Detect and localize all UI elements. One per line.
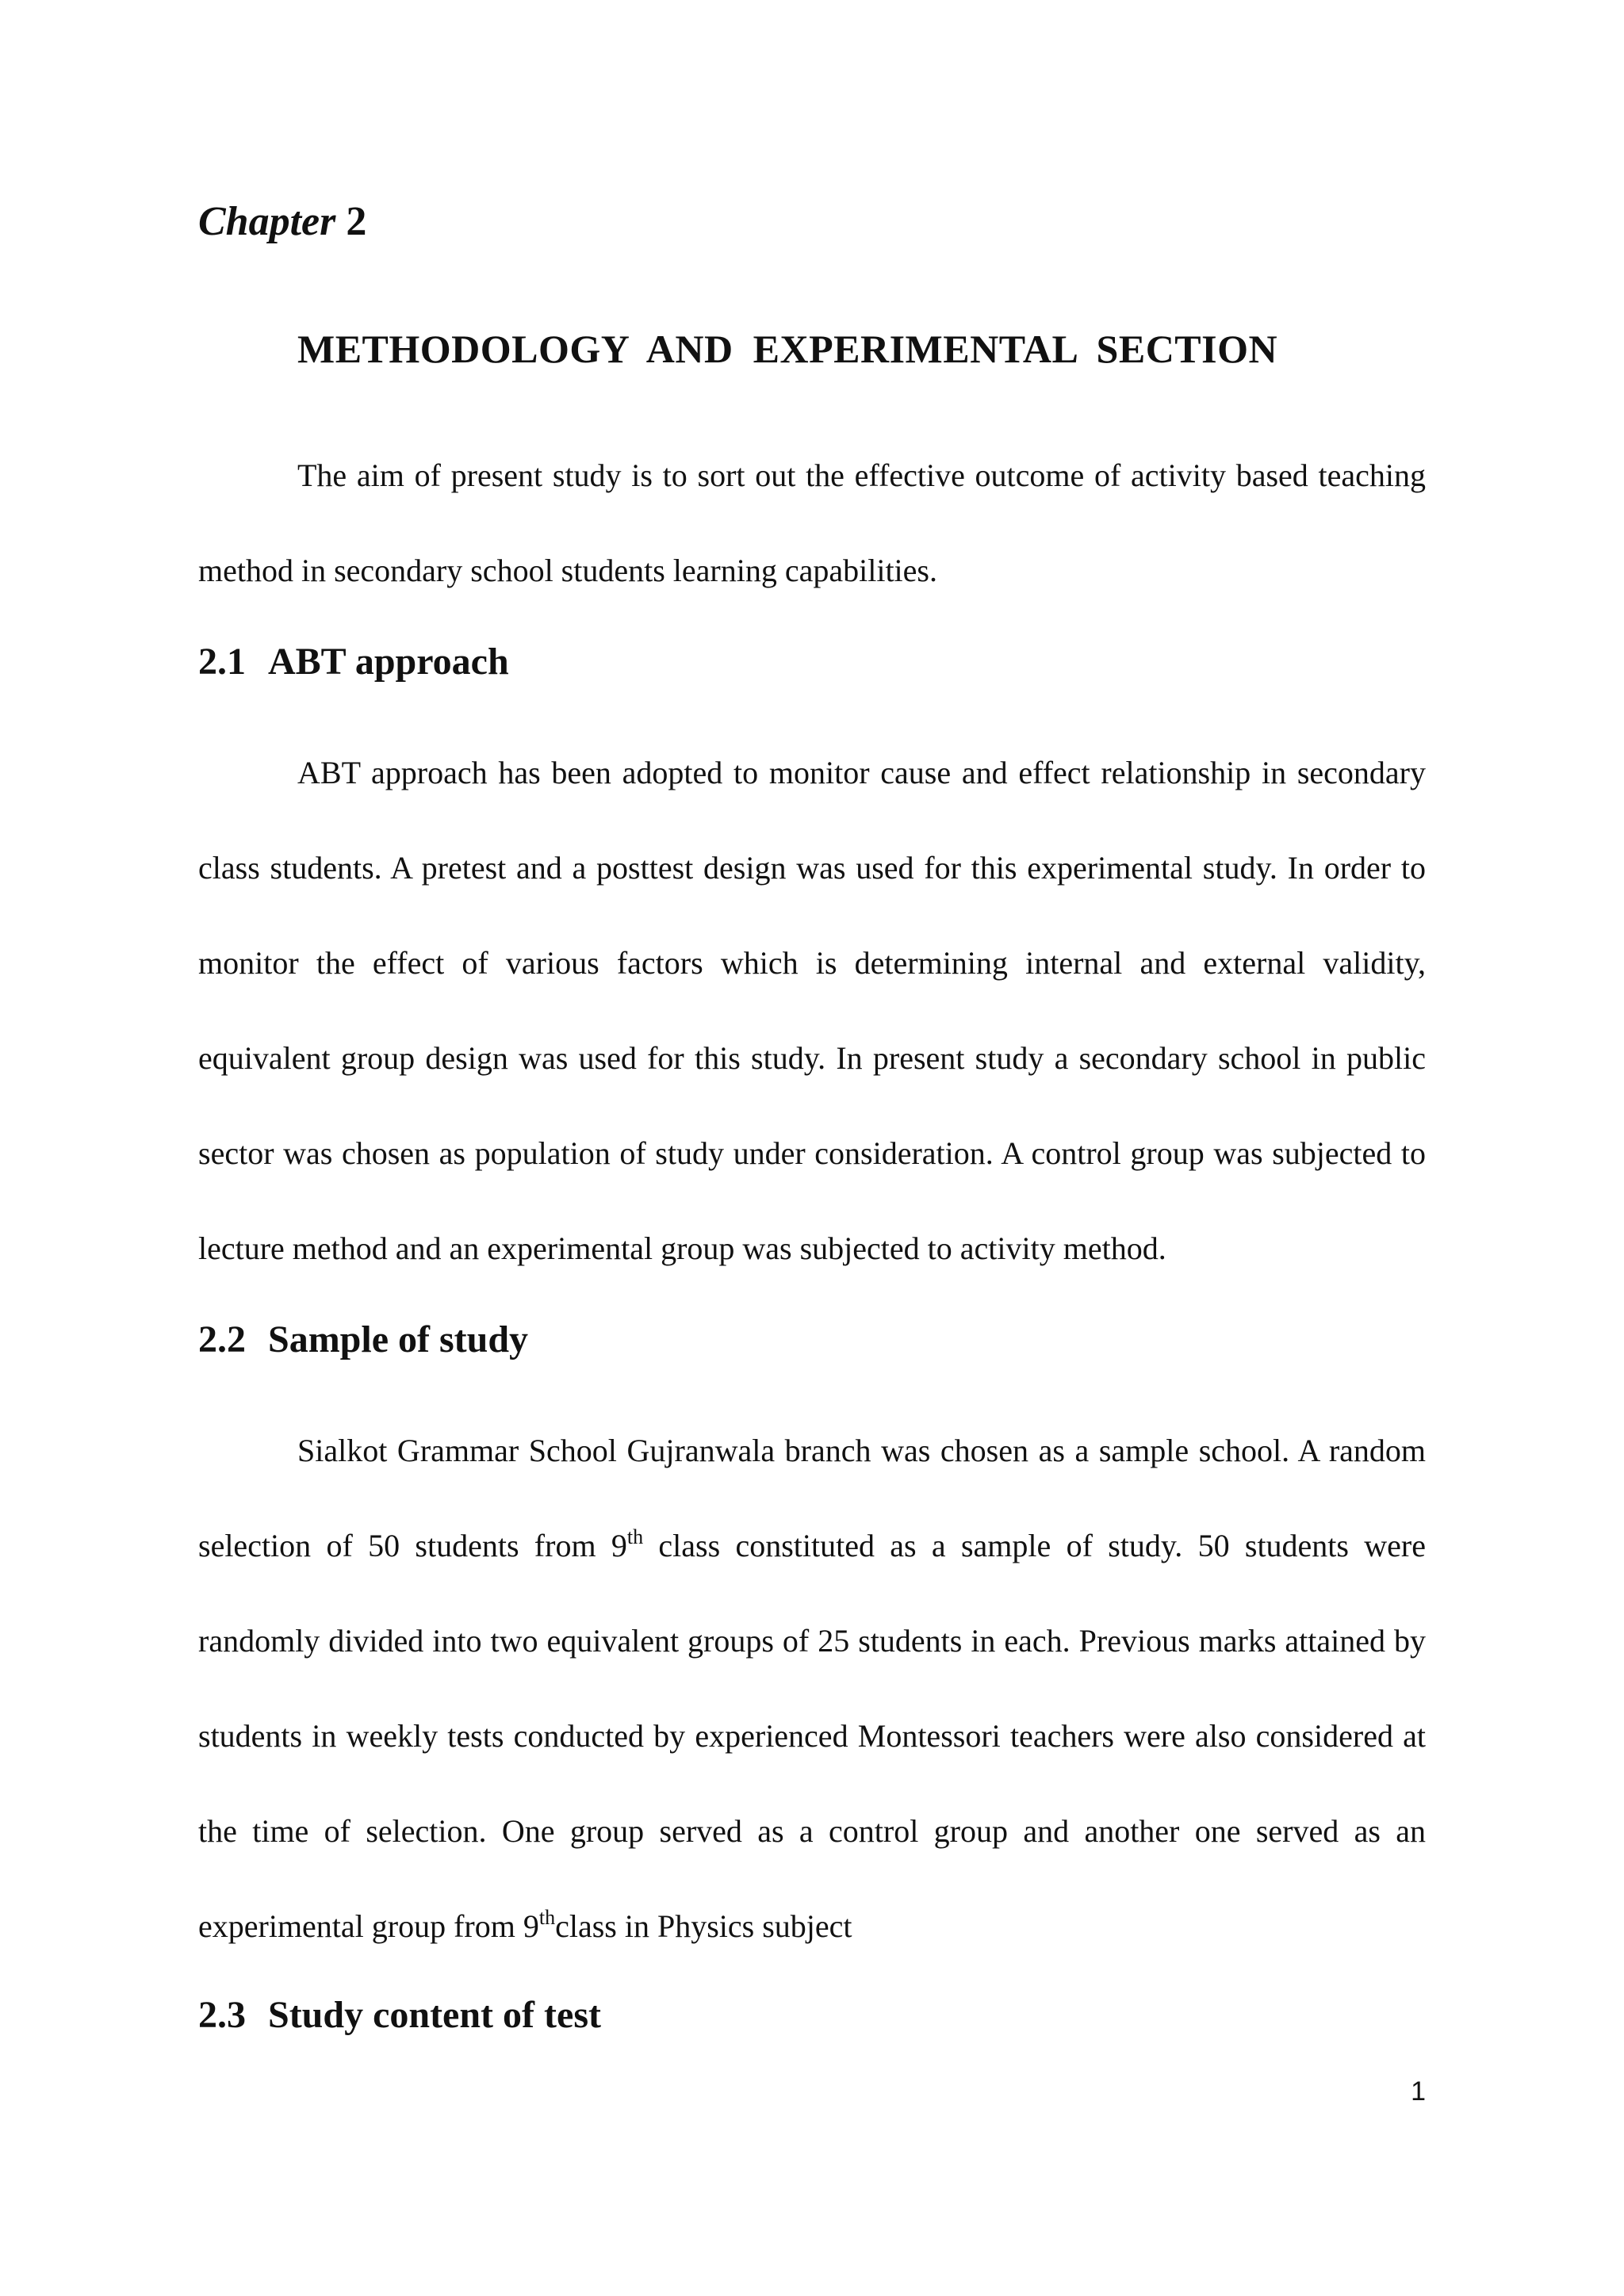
section-heading-2-3 bbox=[198, 1988, 601, 2043]
superscript-th: th bbox=[538, 1906, 556, 1929]
section-number: 2.1 bbox=[198, 641, 246, 683]
page-title: METHODOLOGY AND EXPERIMENTAL SECTION bbox=[297, 327, 1278, 371]
section-title: Study content of test bbox=[268, 1994, 601, 2036]
chapter-word: Chapter bbox=[198, 199, 336, 244]
page-number: 1 bbox=[1411, 2076, 1426, 2107]
chapter-number: 2 bbox=[346, 199, 367, 244]
section-title: Sample of study bbox=[268, 1318, 529, 1360]
section-heading-2-1 bbox=[198, 634, 509, 690]
sample-text-part-3: class in Physics subject bbox=[555, 1908, 852, 1944]
section-number: 2.2 bbox=[198, 1318, 246, 1360]
sample-text-part-2: class constituted as a sample of study. 50 students were randomly divided into two equivalent groups of 25 students in each. Previous marks attained by students in weekly tests conducted by experienced Montessori teachers were also considered at the time of selection. One group served as a control group and another one served as an experimental group from 9 bbox=[198, 1528, 1427, 1944]
abt-approach-paragraph: ABT approach has been adopted to monitor cause and effect relationship in secondary class students. A pretest and a posttest design was used for this experimental study. In order to monitor the effect of various factors which is determining internal and external validity, equivalent group design was used for this study. In present study a secondary school in public sector was chosen as population of study under consideration. A control group was subjected to lecture method and an experimental group was subjected to activity method. bbox=[198, 755, 1426, 1266]
chapter-label bbox=[198, 194, 366, 250]
section-heading-2-2 bbox=[198, 1312, 528, 1368]
section-title: ABT approach bbox=[268, 641, 509, 683]
section-number: 2.3 bbox=[198, 1994, 246, 2036]
sample-of-study-paragraph bbox=[198, 1403, 1426, 1974]
intro-paragraph: The aim of present study is to sort out the effective outcome of activity based teaching method in secondary school students learning capabilities. bbox=[198, 457, 1426, 588]
sample-text-part-1: Sialkot Grammar School Gujranwala branch was chosen as a sample school. A random selection of 50 students from 9 bbox=[198, 1433, 1426, 1563]
superscript-th: th bbox=[626, 1525, 644, 1548]
